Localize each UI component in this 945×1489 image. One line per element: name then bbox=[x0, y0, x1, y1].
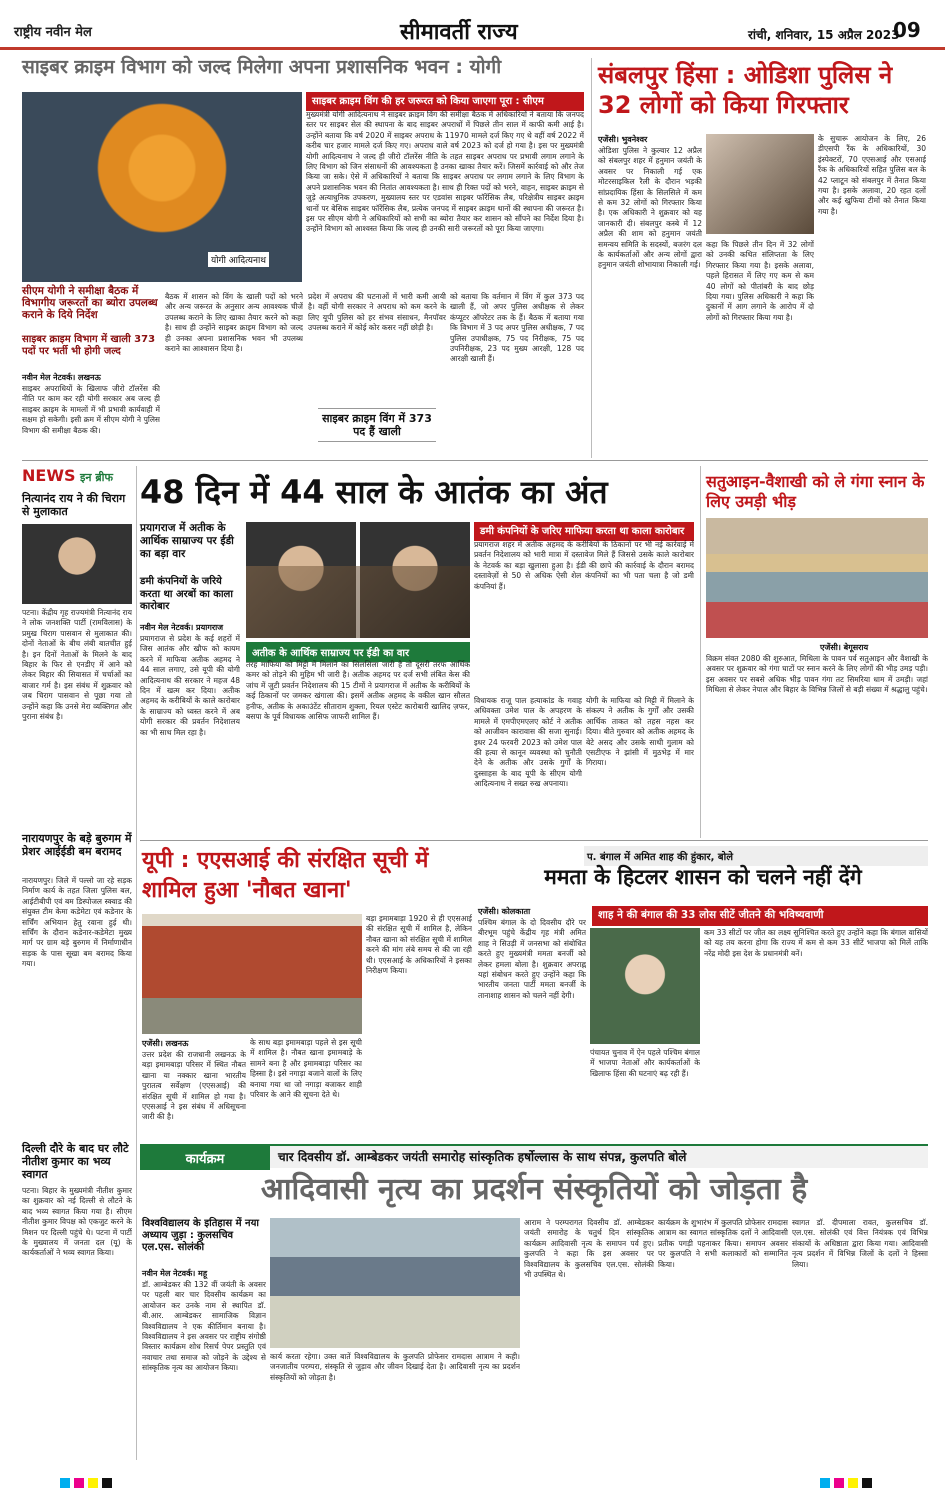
narayanpur-body: नारायणपुर। जिले में पल्लो जा रहे सड़क निर्माण कार्य के तहत जिला पुलिस बल, आईटीबीपी एवं बम डिस्पोजल स्क्वाड की संयुक्त टीम केमा कडेमेटा एवं कडेनार के सर्चिंग अभियान हेतु रवाना हुई थी। सर्चिंग के दौरान कडेनार-कडेमेटा मुख्य मार्ग पर ग्राम बड़े बुरुगम में निर्माणाधीन सड़क के पास सूखा बम बरामद किया गया। bbox=[22, 876, 132, 969]
nityanand-title: नित्यानंद राय ने की चिराग से मुलाकात bbox=[22, 492, 126, 518]
divider bbox=[136, 466, 137, 1460]
nitish-title: दिल्ली दौरे के बाद घर लौटे नीतीश कुमार का भव्य स्वागत bbox=[22, 1142, 129, 1181]
registration-marks-right bbox=[820, 1473, 876, 1489]
sambalpur-byline: एजेंसी। भुवनेश्वर bbox=[598, 135, 648, 144]
mamata-byline: एजेंसी। कोलकाता bbox=[478, 907, 531, 916]
atiq-body4: विधायक राजू पाल हत्याकांड के गवाह अधिवक्ता उमेश पाल के अपहरण के मामले में एमपीएमएलए कोर्ट ने अतीक को आजीवन कारावास की सजा सुनाई। इधर 24 फरवरी 2023 को उमेश पाल की हत्या से कानून व्यवस्था को चुनौती देने के अतीक और उसके गुर्गों के दुस्साहस के बाद यूपी के सीएम योगी आदित्यनाथ ने सख्त रुख अपनाया। bbox=[474, 696, 582, 789]
amit-shah-photo bbox=[590, 928, 700, 1044]
cyber-body4: प्रदेश में अपराध की घटनाओं में भारी कमी आयी है। वहीं योगी सरकार ने अपराध को कम करने के लिए यूपी पुलिस को हर संभव संसाधन, मैनपॉवर उपलब्ध कराने में कोई कोर कसर नहीं छोड़ी है। bbox=[308, 292, 446, 333]
mamata-kicker: प. बंगाल में अमित शाह की हुंकार, बोले bbox=[584, 846, 928, 866]
cyber-subbar: साइबर क्राइम विंग की हर जरूरत को किया जाएगा पूरा : सीएम bbox=[306, 92, 584, 111]
karyakram-body4: कार्यक्रम के शुभारंभ में कुलपति प्रोफेसर रामदास आत्राम का स्वागत सांस्कृतिक दलों ने आदिवासी प्रतीक पगड़ी पहनाकर किया। समापन अवसर पर कुलपति ने सभी कलाकारों को सम्मानित किया। bbox=[658, 1218, 788, 1269]
brand-logo: राष्ट्रीय नवीन मेल bbox=[14, 25, 92, 40]
karyakram-deck: विश्वविद्यालय के इतिहास में नया अध्याय जुड़ा : कुलसचिव एल.एस. सोलंकी bbox=[142, 1218, 259, 1253]
nityanand-photo bbox=[22, 524, 132, 604]
mamata-body2: कम 33 सीटों पर जीत का लक्ष्य सुनिश्चित करते हुए उन्होंने कहा कि बंगाल वासियों को यह तय करना होगा कि राज्य में कम से कम 33 सीटें भाजपा को मिलें ताकि नरेंद्र मोदी इस देश के प्रधानमंत्री बनें। bbox=[704, 928, 928, 958]
up-headline: यूपी : एएसआई की संरक्षित सूची में शामिल हुआ 'नौबत खाना' bbox=[142, 848, 429, 903]
march-photo bbox=[270, 1218, 520, 1348]
dateline: रांची, शनिवार, 15 अप्रैल 2023 bbox=[748, 28, 900, 42]
nitish-body: पटना। बिहार के मुख्यमंत्री नीतीश कुमार का शुक्रवार को नई दिल्ली से लौटने के बाद भव्य स्वागत किया गया है। सीएम नीतीश कुमार विपक्ष को एकजुट करने के मिशन पर दिल्ली पहुंचे थे। पटना में पार्टी के मुख्यालय में जनता दल (यू) के कार्यकर्ताओं ने भव्य स्वागत किया। bbox=[22, 1186, 132, 1258]
mamata-body: पश्चिम बंगाल के दो दिवसीय दौरे पर बीरभूम पहुंचे केंद्रीय गृह मंत्री अमित शाह ने सिउड़ी में जनसभा को संबोधित करते हुए मुख्यमंत्री ममता बनर्जी को लेकर हमला बोला है। शुक्रवार अपराह्न यहां संबोधन करते हुए उन्होंने कहा कि भारतीय जनता पार्टी ममता बनर्जी के तानाशाह शासन को चलने नहीं देगी। bbox=[478, 918, 586, 1000]
karyakram-body3: आराम ने परम्परागत दिवसीय डॉ. आम्बेडकर जयंती समारोह के चतुर्थ दिन सांस्कृतिक कार्यक्रम आदिवासी नृत्य के समापन पर्व हुए। कुलपति ने कहा कि इस अवसर पर विश्वविद्यालय के कुलसचिव एल.एस. सोलंकी भी उपस्थित थे। bbox=[524, 1218, 654, 1280]
karyakram-byline: नवीन मेल नेटवर्क। महू bbox=[142, 1269, 208, 1278]
mamata-headline: ममता के हिटलर शासन को चलने नहीं देंगे bbox=[544, 865, 862, 889]
cyber-deck2: साइबर क्राइम विभाग में खाली 373 पदों पर भर्ती भी होगी जल्द bbox=[22, 334, 156, 357]
nityanand-body: पटना। केंद्रीय गृह राज्यमंत्री नित्यानंद राय ने लोक जनशक्ति पार्टी (रामविलास) के प्रमुख चिराग पासवान से मुलाकात की। दोनों नेताओं के बीच लंबी बातचीत हुई है। इन दिनों नेताओं के मिलने के बाद बिहार के फिर से एनडीए में आने को लेकर बिहार की सियासत में चर्चाओं का बाजार गर्म है। इस संबंध में शुक्रवार को जब चिराग पासवान से पूछा गया तो उन्होंने कहा कि उनसे मेरा व्यक्तिगत और पुराना संबंध है। bbox=[22, 608, 132, 722]
karyakram-headline: आदिवासी नृत्य का प्रदर्शन संस्कृतियों को जोड़ता है bbox=[260, 1172, 808, 1207]
cyber-body: मुख्यमंत्री योगी आदित्यनाथ ने साइबर क्राइम विंग की समीक्षा बैठक में अधिकारियों ने बताया कि जनपद स्तर पर साइबर सेल की स्थापना के बाद साइबर अपराधों में पिछले तीन साल में काफी कमी आई है। उन्होंने बताया कि वर्ष 2020 में साइबर अपराध के 11970 मामले दर्ज किए गए थे वहीं वर्ष 2022 में करीब चार हजार मामले दर्ज किए गए। अपराध वाले वर्ष 2023 को दर्ज हो गया है। इस पर मुख्यमंत्री योगी आदित्यनाथ ने जल्द ही जीरो टॉलरेंस नीति के तहत साइबर अपराध पर प्रभावी लगाम लगाने के लिए विभाग को जिन संसाधनों की आवश्यकता है उनका खाका तैयार करें। जिसमें कार्रवाई को और तेज किया जा सके। ऐसे में अधिकारियों ने बताया कि साइबर अपराध पर लगाम लगाने के लिए विभाग के अपने प्रशासनिक भवन की नितांत आवश्यकता है। साथ ही रिक्त पदों को भरने, वाहन, साइबर क्राइम से जुड़े अत्याधुनिक उपकरण, मुख्यालय स्तर पर एडवांस साइबर फॉरेंसिक लैब, परिक्षेत्रीय साइबर क्राइम थानों पर बेसिक साइबर फॉरेंसिक लैब, प्रत्येक जनपद में साइबर क्राइम थानों की स्थापना की जरूरत है। इस पर सीएम योगी ने अधिकारियों को सभी का ब्योरा तैयार कर शासन को सौंपने का निर्देश दिया है। उन्होंने विभाग को आश्वस्त किया कि जल्द ही उनकी सारी जरूरतों को पूरा किया जाएगा। bbox=[306, 110, 584, 234]
photo-caption: योगी आदित्यनाथ bbox=[208, 252, 269, 267]
up-body2: के साथ बड़ा इमामबाड़ा पहले से इस सूची में शामिल है। नौबत खाना इमामबाड़े के सामने बना है और इमामबाड़ा परिसर का हिस्सा है। इसे नगाड़ा बजाने वालों के लिए बनाया गया था जो नगाड़ा बजाकर शाही परिवार के आने की सूचना देते थे। bbox=[250, 1038, 362, 1100]
atiq-body2: तरह माफिया को मिट्टी में मिलाने का सिलसिला जारी है तो दूसरी तरफ आर्थिक कमर को तोड़ने की मुहिम भी जारी है। अतीक अहमद पर दर्ज सभी लंबित केस की जांच में जुटी प्रवर्तन निदेशालय की 15 टीमों ने प्रयागराज में अतीक के करीबियों के कई ठिकानों पर जमकर खंगाला की। इसमें अतीक अहमद के वकील खान सौलत हनीफ, अतीक के अकाउंटेंट सीताराम शुक्ला, रियल एस्टेट कारोबारी खालिद ज़फर, बसपा के पूर्व विधायक आसिफ जाफरी शामिल हैं। bbox=[246, 660, 470, 722]
up-body3: बड़ा इमामबाड़ा 1920 से ही एएसआई की संरक्षित सूची में शामिल है, लेकिन नौबत खाना को संरक्षित सूची में शामिल करने की मांग लंबे समय से की जा रही थी। एएसआई के अधिकारियों ने इसका निरीक्षण किया। bbox=[366, 914, 472, 976]
narayanpur-title: नारायणपुर के बड़े बुरुगम में प्रेशर आईईडी बम बरामद bbox=[22, 832, 132, 858]
cyber-pullquote: साइबर क्राइम विंग में 373 पद हैं खाली bbox=[318, 408, 436, 442]
sambalpur-body2: कहा कि पिछले तीन दिन में 32 लोगों को उनकी कथित संलिप्तता के लिए गिरफ्तार किया गया है। इसके अलावा, पहले हिरासत में लिए गए कम से कम 40 लोगों को पीतांबरी के बाद छोड़ दिया गया। पुलिस अधिकारी ने कहा कि दुकानों में आग लगाने के आरोप में दो लोगों को गिरफ्तार किया गया है। bbox=[706, 240, 814, 322]
atiq-greenbar: अतीक के आर्थिक साम्राज्य पर ईडी का वार bbox=[246, 642, 470, 662]
atiq-headline: 48 दिन में 44 साल के आतंक का अंत bbox=[140, 473, 608, 511]
atiq-body: प्रयागराज से प्रदेश के कई शहरों में जिस आतंक और खौफ को कायम करने में माफिया अतीक अहमद ने 44 साल लगाए, उसे यूपी की योगी आदित्यनाथ की सरकार ने महज 48 दिन में खत्म कर दिया। अतीक अहमद के करीबियों के काले कारोबार के साम्राज्य को ध्वस्त करने में अब योगी सरकार की प्रवर्तन निदेशालय का भी साथ मिल रहा है। bbox=[140, 634, 240, 737]
registration-strip bbox=[0, 1468, 945, 1489]
news-tag: NEWS bbox=[22, 466, 76, 485]
karyakram-body5: स्वागत डॉ. दीपमाला रावत, कुलसचिव डॉ. एल.एस. सोलंकी एवं वित्त नियंत्रक एवं विभिन्न संकायों के अधिष्ठाता द्वारा किया गया। आदिवासी नृत्य प्रदर्शन में विभिन्न जिलों के दलों ने हिस्सा लिया। bbox=[792, 1218, 928, 1269]
mamata-subbar: शाह ने की बंगाल की 33 लोस सीटें जीतने की भविष्यवाणी bbox=[592, 906, 928, 926]
karyakram-body: डॉ. आम्बेडकर की 132 वीं जयंती के अवसर पर पहली बार चार दिवसीय कार्यक्रम का आयोजन कर उनके नाम से स्थापित डॉ. बी.आर. आम्बेडकर सामाजिक विज्ञान विश्वविद्यालय ने एक कीर्तिमान बनाया है। विश्वविद्यालय ने इस अवसर पर राष्ट्रीय संगोष्ठी विस्तार कार्यक्रम शोध रिसर्च पेपर प्रस्तुति एवं नवाचार तथा समाज को जोड़ने के उद्देश्य से सांस्कृतिक नृत्य का आयोजन किया। bbox=[142, 1280, 266, 1373]
cyber-byline: नवीन मेल नेटवर्क। लखनऊ bbox=[22, 373, 101, 382]
news-tag-brief: इन ब्रीफ bbox=[80, 471, 113, 484]
divider bbox=[591, 58, 592, 458]
karyakram-label: कार्यक्रम bbox=[140, 1146, 270, 1170]
section-title: सीमावर्ती राज्य bbox=[400, 20, 518, 45]
atiq-byline: नवीन मेल नेटवर्क। प्रयागराज bbox=[140, 623, 224, 632]
atiq-subbar: डमी कंपनियों के जरिए माफिया करता था काला कारोबार bbox=[474, 522, 694, 541]
up-body: उत्तर प्रदेश की राजधानी लखनऊ के बड़ा इमामबाड़ा परिसर में स्थित नौबत खाना या नक्कार खाना भारतीय पुरातत्व सर्वेक्षण (एएसआई) की संरक्षित सूची में शामिल हो गया है। एएसआई ने इस संबंध में अधिसूचना जारी की है। bbox=[142, 1050, 246, 1122]
cyber-body5: को बताया कि वर्तमान में विंग में कुल 373 पद खाली हैं, जो अपर पुलिस अधीक्षक से लेकर कंप्यूटर ऑपरेटर तक के हैं। बैठक में बताया गया कि विभाग में 3 पद अपर पुलिस अधीक्षक, 7 पद पुलिस उपाधीक्षक, 75 पद निरीक्षक, 75 पद उपनिरीक्षक, 23 पद मुख्य आरक्षी, 128 पद आरक्षी खाली हैं। bbox=[450, 292, 584, 364]
satuan-byline: एजेंसी। बेगूसराय bbox=[820, 643, 869, 652]
divider bbox=[140, 840, 928, 841]
fort-photo bbox=[142, 914, 362, 1034]
cyber-body2: साइबर अपराधियों के खिलाफ जीरो टॉलरेंस की नीति पर काम कर रही योगी सरकार अब जल्द ही साइबर क्राइम के मामलों में भी प्रभावी कार्यवाही में सक्षम हो सकेगी। इसी क्रम में सीएम योगी ने पुलिस विभाग की समीक्षा बैठक की। bbox=[22, 384, 160, 435]
atiq-photo-3 bbox=[246, 566, 470, 638]
atiq-body3: प्रयागराज शहर में अतीक अहमद के करीबियों के ठिकानों पर भी नई कार्रवाई में प्रवर्तन निदेशालय को भारी मात्रा में दस्तावेज मिले हैं जिससे उसके काले कारोबार के नेटवर्क का बड़ा खुलासा हुआ है। ईडी की छापे की कार्रवाई के दौरान बरामद दस्तावेज़ों से 50 से अधिक ऐसी शेल कंपनियों का भी पता चला है जो डमी कंपनियां हैं। bbox=[474, 540, 694, 591]
registration-marks-left bbox=[60, 1473, 116, 1489]
atiq-deck2: डमी कंपनियों के जरिये करता था अरबों का काला कारोबार bbox=[140, 576, 233, 612]
river-photo bbox=[706, 518, 928, 638]
atiq-body5: योगी के माफिया को मिट्टी में मिलाने के संकल्प ने अतीक के गुर्गों और उसकी आर्थिक ताकत को तहस नहस कर दिया। बीते गुरुवार को अतीक अहमद के बेटे असद और उसके साथी गुलाम को एसटीएफ ने झांसी में मुठभेड़ में मार गिराया। bbox=[586, 696, 694, 768]
cyber-headline: साइबर क्राइम विभाग को जल्द मिलेगा अपना प्रशासनिक भवन : योगी bbox=[22, 56, 502, 78]
satuan-headline: सतुआइन-वैशाखी को ले गंगा स्नान के लिए उमड़ी भीड़ bbox=[706, 472, 925, 511]
up-byline: एजेंसी। लखनऊ bbox=[142, 1039, 189, 1048]
arrest-photo bbox=[706, 134, 814, 234]
divider bbox=[700, 466, 701, 838]
cyber-deck1: सीएम योगी ने समीक्षा बैठक में विभागीय जरूरतों का ब्योरा उपलब्ध कराने के दिये निर्देश bbox=[22, 285, 158, 321]
divider bbox=[22, 460, 928, 461]
sambalpur-body: ओडिशा पुलिस ने कुल्वार 12 अप्रैल को संबलपुर शहर में हनुमान जयंती के अवसर पर निकाली गई एक मोटरसाइकिल रैली के दौरान भड़की सांप्रदायिक हिंसा के सिलसिले में कम से कम 32 लोगों को गिरफ्तार किया है। एक अधिकारी ने शुक्रवार को यह जानकारी दी। संबलपुर कस्बे में 12 अप्रैल की शाम को हनुमान जयंती समन्वय समिति के सदस्यों, बजरंग दल के कार्यकर्ताओं और अन्य लोगों द्वारा हनुमान जयंती शोभायात्रा निकाली गई। bbox=[598, 146, 702, 270]
sambalpur-headline: संबलपुर हिंसा : ओडिशा पुलिस ने 32 लोगों को किया गिरफ्तार bbox=[598, 61, 893, 119]
karyakram-strap: चार दिवसीय डॉ. आम्बेडकर जयंती समारोह सांस्कृतिक हर्षोल्लास के साथ संपन्न, कुलपति बोले bbox=[278, 1150, 687, 1164]
mamata-body3: पंचायत चुनाव में ऐन पहले पश्चिम बंगाल में भाजपा नेताओं और कार्यकर्ताओं के खिलाफ हिंसा की घटनाएं बढ़ रही हैं। bbox=[590, 1048, 700, 1078]
karyakram-body2: कार्य करता रहेगा। उक्त बातें विश्वविद्यालय के कुलपति प्रोफेसर रामदास आत्राम ने कही। जनजातीय परम्परा, संस्कृति से जुड़ाव और जीवन दिखाई देता है। आदिवासी नृत्य का प्रदर्शन संस्कृतियों को जोड़ता है। bbox=[270, 1352, 520, 1382]
satuan-body: विक्रम संवत 2080 की शुरुआत, मिथिला के पावन पर्व सतुआइन और वैशाखी के अवसर पर शुक्रवार को गंगा घाटों पर स्नान करने के लिए लोगों की भीड़ उमड़ पड़ी। इस अवसर पर सबसे अधिक भीड़ पावन गंगा तट सिमरिया धाम में उमड़ी। जहां मिथिला से लेकर नेपाल और बिहार के विभिन्न जिलों से बड़ी संख्या में श्रद्धालु पहुंचे। bbox=[706, 654, 928, 695]
page-number: 09 bbox=[893, 18, 921, 42]
cyber-body3: बैठक में शासन को विंग के खाली पदों को भरने और अन्य जरूरत के अनुसार अन्य आवश्यक चीजें उपलब्ध कराने के लिए खाका तैयार करने को कहा है। साथ ही उन्होंने साइबर क्राइम विभाग को जल्द ही उनका अपना प्रशासनिक भवन भी उपलब्ध कराने का आश्वासन दिया है। bbox=[165, 292, 303, 354]
sambalpur-body3: के सुचारू आयोजन के लिए, 26 डीएसपी रैंक के अधिकारियों, 30 इंस्पेक्टरों, 70 एएसआई और एसआई रैंक के अधिकारियों सहित पुलिस बल के 42 प्लाटून को संबलपुर में तैनात किया गया है। इसके अलावा, 20 रहत दलों और कई खुफिया टीमों को तैनात किया गया है। bbox=[818, 134, 926, 216]
atiq-deck1: प्रयागराज में अतीक के आर्थिक साम्राज्य पर ईडी का बड़ा वार bbox=[140, 522, 234, 560]
